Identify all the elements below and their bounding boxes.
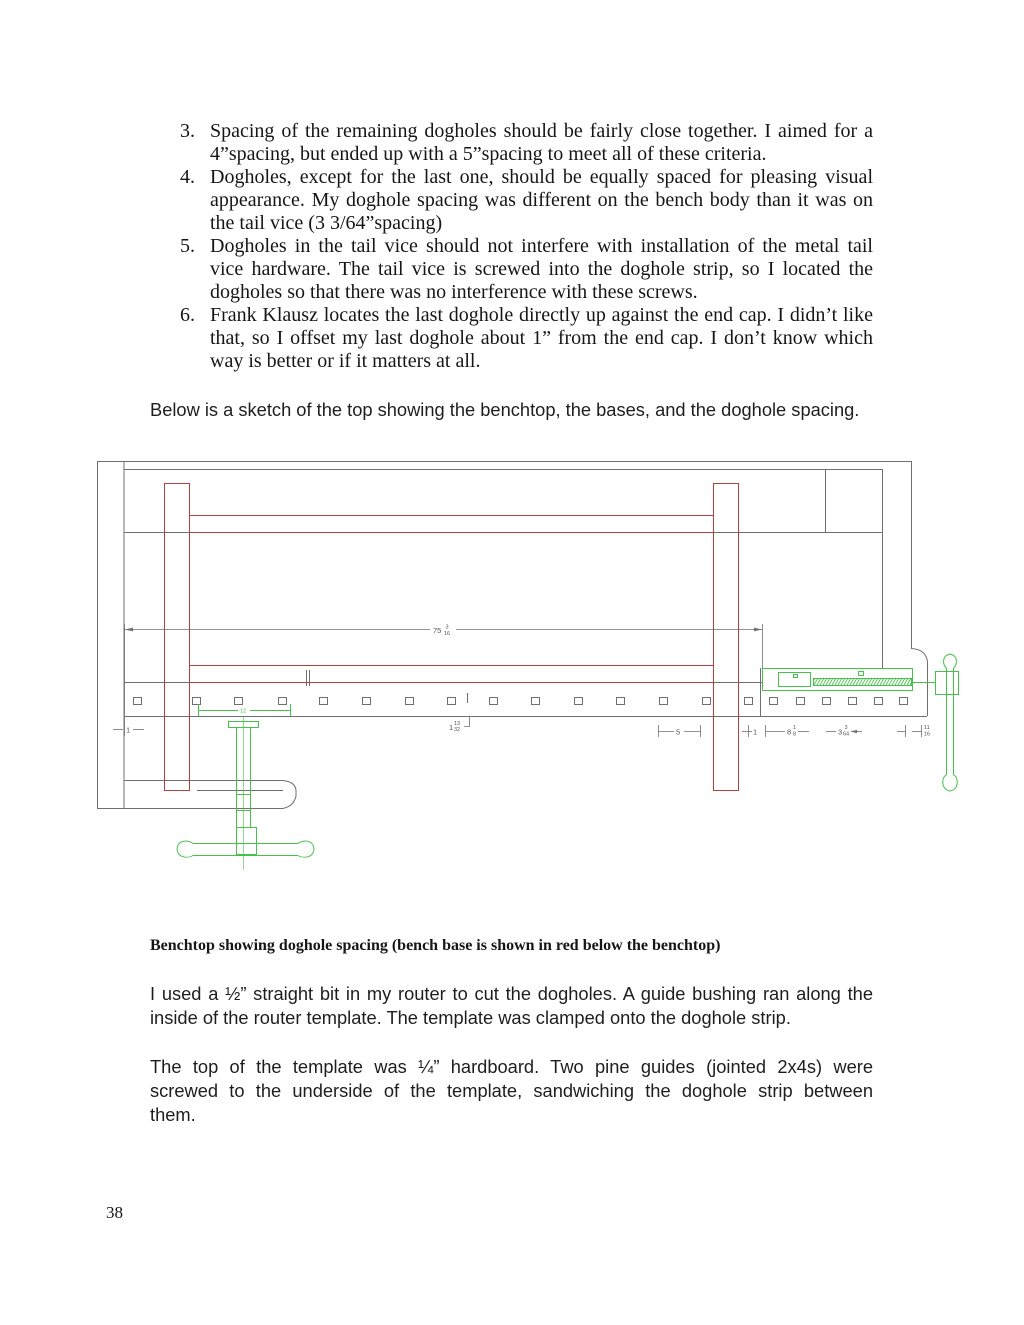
arrowhead [851,730,857,733]
doghole [320,698,328,705]
list-number: 6. [180,304,195,326]
strip-numerator: 13 [454,721,461,727]
list-number: 3. [180,120,195,142]
list-number: 5. [180,235,195,257]
tail-offset-label: 1 [753,727,758,737]
paragraph-line: The top of the template was ¼” hardboard. Two pine guides (jointed 2x4s) were [150,1056,873,1077]
tail-span-whole: 8 [787,727,792,737]
front-vice-dimension-label: 12 [240,708,247,715]
list-line: Dogholes, except for the last one, should be equally spaced for pleasing visual [210,166,873,188]
front-vice-handle-left-knob [177,841,193,857]
tail-end-numerator: 11 [924,725,930,731]
front-vice-handle-right-knob [298,841,314,857]
tail-vice-bolt [794,675,798,678]
doghole [235,698,243,705]
doghole [770,698,778,705]
paragraph-line: them. [150,1104,196,1125]
bench-spacing-label: 5 [676,727,681,737]
doghole [193,698,201,705]
intro-paragraph: Below is a sketch of the top showing the benchtop, the bases, and the doghole spacing. [150,399,860,420]
arrowhead [754,628,762,632]
doghole [448,698,456,705]
tail-end-denominator: 16 [924,731,931,738]
arrowhead [125,628,133,632]
overall-length-denominator: 16 [444,631,451,637]
tail-spacing-denominator: 64 [843,731,850,738]
figure-caption: Benchtop showing doghole spacing (bench base is shown in red below the benchtop) [150,937,721,954]
strip-leader [464,717,470,727]
dogholes [134,698,908,705]
list-line: the tail vice (3 3/64”spacing) [210,212,443,234]
doghole [363,698,371,705]
benchtop-outline [97,461,931,809]
front-vice-chop-end [283,781,296,809]
list-number: 4. [180,166,195,188]
upper-stretcher [190,516,714,533]
overall-length-whole: 75 [433,626,442,635]
tail-vice [763,654,959,791]
list-line: that, so I offset my last doghole about 1” from the end cap. I don’t know which [210,327,873,349]
doghole [279,698,287,705]
front-vice-collar [237,828,257,855]
doghole [823,698,831,705]
left-end-cap [98,462,125,809]
tail-span-numerator: 1 [793,725,797,731]
doghole [406,698,414,705]
list-line: appearance. My doghole spacing was different on the bench body than it was on [210,189,873,211]
doghole [875,698,883,705]
front-vice [177,704,314,870]
paragraph-line: screwed to the underside of the template, sandwiching the doghole strip between [150,1080,873,1101]
tail-vice-handle-bottom-knob [943,775,958,791]
strip-denominator: 32 [454,727,461,733]
tail-spacing-numerator: 3 [844,725,848,731]
doghole [660,698,668,705]
overall-length-dimension [124,621,763,736]
tail-spacing-whole: 3 [838,727,843,737]
right-leg [714,484,739,791]
left-leg [165,484,190,791]
doghole [532,698,540,705]
doghole [617,698,625,705]
tail-vice-handle-top-knob [944,654,957,668]
list-line: Frank Klausz locates the last doghole directly up against the end cap. I didn’t like [210,304,873,326]
doghole [797,698,805,705]
list-line: Spacing of the remaining dogholes should be fairly close together. I aimed for a [210,120,873,142]
end-offset-label: 1 [126,725,131,735]
list-line: way is better or if it matters at all. [210,350,481,372]
doghole [849,698,857,705]
list-line: vice hardware. The tail vice is screwed into the doghole strip, so I located the [210,258,873,280]
list-line: dogholes so that there was no interference with these screws. [210,281,698,303]
tail-vice-bolt [859,672,864,676]
strip-whole: 1 [449,723,454,732]
doghole [745,698,753,705]
overall-length-numerator: 3 [445,624,449,631]
tail-vice-screw [814,679,912,686]
doghole [134,698,142,705]
lower-stretcher [190,666,714,683]
paragraph-line: inside of the router template. The template was clamped onto the doghole strip. [150,1007,791,1028]
list-line: Dogholes in the tail vice should not interfere with installation of the metal tail [210,235,873,257]
tail-span-denominator: 8 [793,731,797,738]
page-number: 38 [106,1203,123,1222]
doghole [900,698,908,705]
benchtop-sketch [0,450,1024,880]
doghole [490,698,498,705]
paragraph-line: I used a ½” straight bit in my router to cut the dogholes. A guide bushing ran along the [150,983,873,1004]
doghole [575,698,583,705]
doghole [703,698,711,705]
list-line: 4”spacing, but ended up with a 5”spacing to meet all of these criteria. [210,143,767,165]
